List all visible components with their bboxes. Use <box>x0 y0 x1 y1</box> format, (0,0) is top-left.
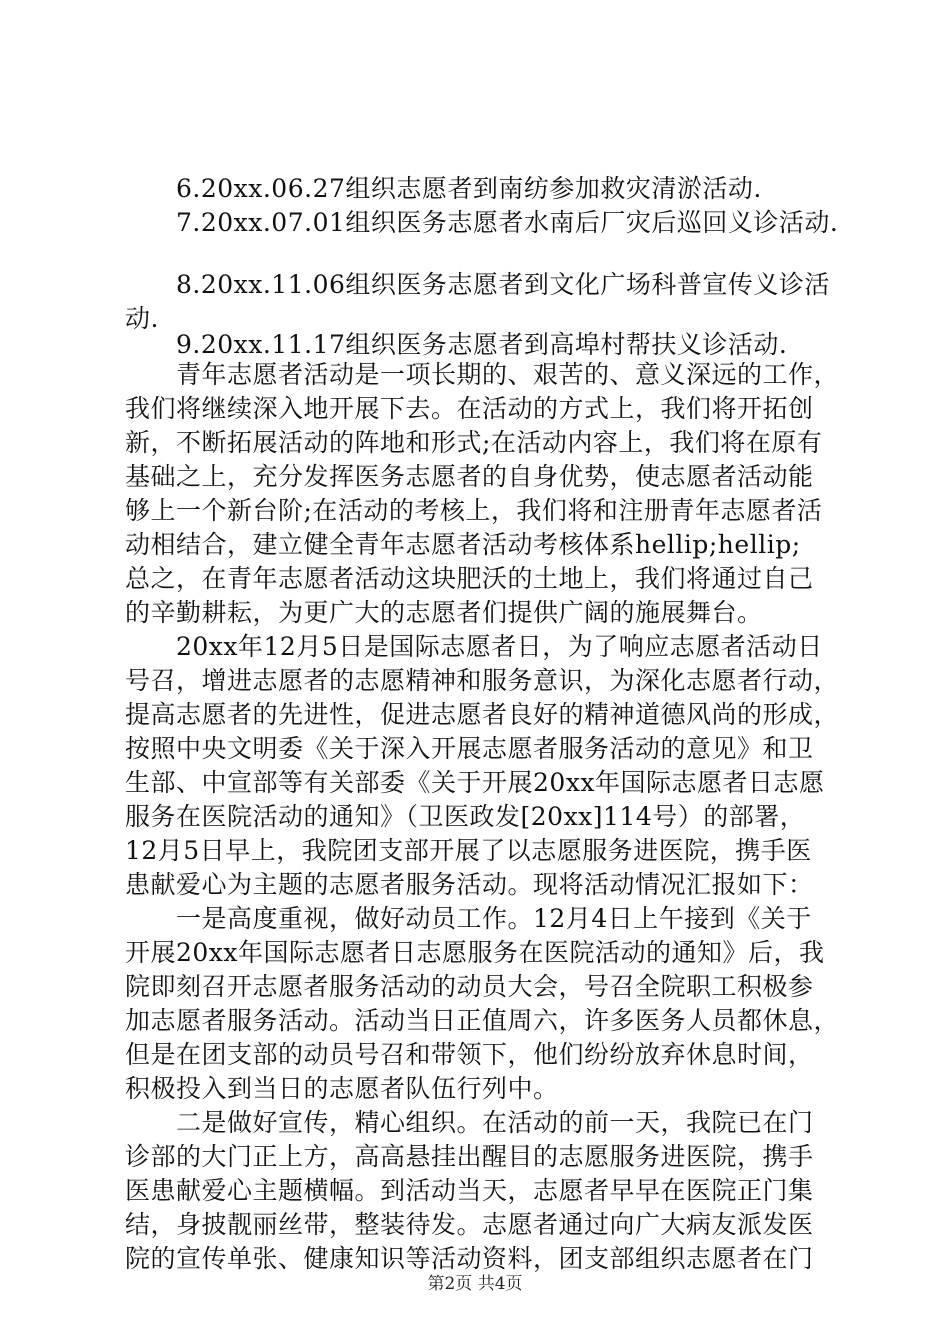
text-line: 患献爱心为主题的志愿者服务活动。现将活动情况汇报如下： <box>125 870 814 899</box>
text-line: 开展20xx年国际志愿者日志愿服务在医院活动的通知》后，我 <box>125 938 825 967</box>
text-line: 提高志愿者的先进性，促进志愿者良好的精神道德风尚的形成， <box>125 700 840 729</box>
text-line: 新，不断拓展活动的阵地和形式;在活动内容上，我们将在原有 <box>125 428 823 457</box>
text-line: 积极投入到当日的志愿者队伍行列中。 <box>125 1074 559 1103</box>
text-line: 号召，增进志愿者的志愿精神和服务意识，为深化志愿者行动， <box>125 666 840 695</box>
text-line: 动. <box>125 304 159 333</box>
text-line: 医患献爱心主题横幅。到活动当天，志愿者早早在医院正门集 <box>125 1176 814 1205</box>
text-line: 6.20xx.06.27组织志愿者到南纺参加救灾清淤活动. <box>176 174 762 203</box>
text-line: 我们将继续深入地开展下去。在活动的方式上，我们将开拓创 <box>125 394 814 423</box>
text-line: 加志愿者服务活动。活动当日正值周六，许多医务人员都休息， <box>125 1006 840 1035</box>
text-line: 8.20xx.11.06组织医务志愿者到文化广场科普宣传义诊活 <box>176 270 830 299</box>
text-line: 总之，在青年志愿者活动这块肥沃的土地上，我们将通过自己 <box>125 564 814 593</box>
text-line: 但是在团支部的动员号召和带领下，他们纷纷放弃休息时间， <box>125 1040 814 1069</box>
text-line: 青年志愿者活动是一项长期的、艰苦的、意义深远的工作， <box>176 360 840 389</box>
text-line: 一是高度重视，做好动员工作。12月4日上午接到《关于 <box>176 904 812 933</box>
text-line: 生部、中宣部等有关部委《关于开展20xx年国际志愿者日志愿 <box>125 768 825 797</box>
text-line: 的辛勤耕耘，为更广大的志愿者们提供广阔的施展舞台。 <box>125 598 763 627</box>
text-line: 院即刻召开志愿者服务活动的动员大会，号召全院职工积极参 <box>125 972 814 1001</box>
text-line: 按照中央文明委《关于深入开展志愿者服务活动的意见》和卫 <box>125 734 814 763</box>
text-line: 结，身披靓丽丝带，整装待发。志愿者通过向广大病友派发医 <box>125 1210 814 1239</box>
text-line: 12月5日早上，我院团支部开展了以志愿服务进医院，携手医 <box>125 836 812 865</box>
text-line: 7.20xx.07.01组织医务志愿者水南后厂灾后巡回义诊活动. <box>176 208 839 237</box>
text-line: 够上一个新台阶;在活动的考核上，我们将和注册青年志愿者活 <box>125 496 823 525</box>
text-line: 20xx年12月5日是国际志愿者日，为了响应志愿者活动日 <box>176 632 823 661</box>
text-line: 二是做好宣传，精心组织。在活动的前一天，我院已在门 <box>176 1108 814 1137</box>
text-line: 动相结合，建立健全青年志愿者活动考核体系hellip;hellip; <box>125 530 801 559</box>
text-line: 基础之上，充分发挥医务志愿者的自身优势，使志愿者活动能 <box>125 462 814 491</box>
text-line: 服务在医院活动的通知》（卫医政发[20xx]114号）的部署， <box>125 802 806 831</box>
text-line: 9.20xx.11.17组织医务志愿者到高埠村帮扶义诊活动. <box>176 330 788 359</box>
page-footer: 第2页 共4页 <box>427 1274 523 1294</box>
text-line: 院的宣传单张、健康知识等活动资料，团支部组织志愿者在门 <box>125 1244 814 1273</box>
text-line: 诊部的大门正上方，高高悬挂出醒目的志愿服务进医院，携手 <box>125 1142 814 1171</box>
